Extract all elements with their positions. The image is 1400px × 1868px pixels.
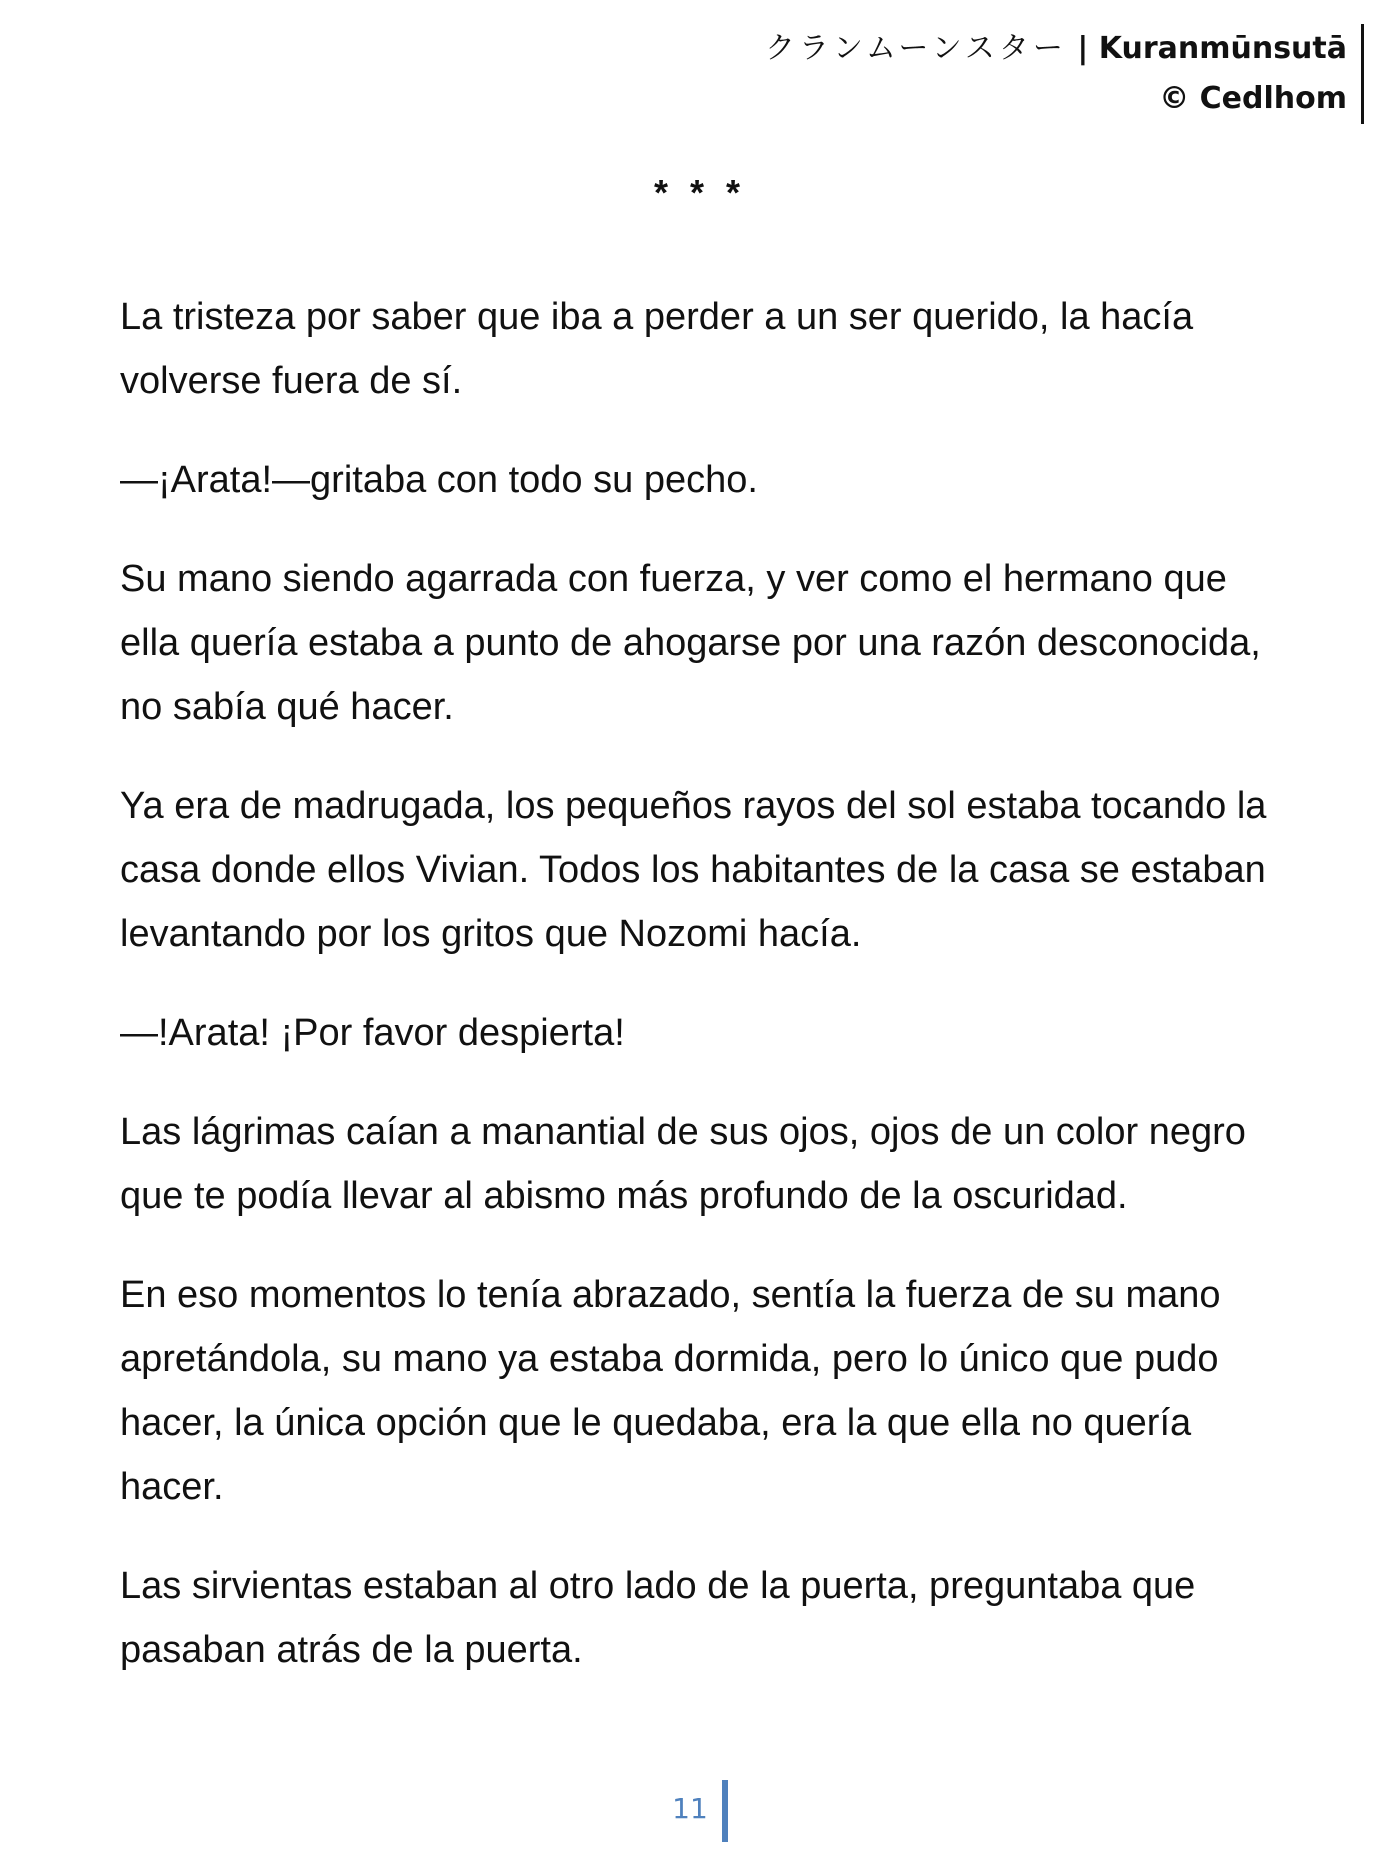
- header-vertical-rule: [1361, 24, 1364, 124]
- page-footer: [0, 1780, 1400, 1842]
- romaji-title: Kuranmūnsutā: [1098, 31, 1347, 66]
- page-number: 11: [672, 1792, 708, 1825]
- page-header: [765, 24, 1364, 124]
- paragraph: —!Arata! ¡Por favor despierta!: [120, 1012, 625, 1054]
- japanese-title: クランムーンスター: [765, 31, 1067, 66]
- scene-divider: * * *: [653, 172, 747, 213]
- paragraph: Su mano siendo agarrada con fuerza, y ver como el hermano que ella quería estaba a punto de ahogarse por una razón desconocida, no sabía qué hacer.: [120, 558, 1261, 728]
- paragraph: Las sirvientas estaban al otro lado de la puerta, preguntaba que pasaban atrás de la puerta.: [120, 1565, 1196, 1671]
- paragraph: Ya era de madrugada, los pequeños rayos del sol estaba tocando la casa donde ellos Vivian. Todos los habitantes de la casa se estaban levantando por los gritos que Nozomi hacía.: [120, 785, 1267, 955]
- paragraph: Las lágrimas caían a manantial de sus ojos, ojos de un color negro que te podía llevar al abismo más profundo de la oscuridad.: [120, 1111, 1246, 1217]
- header-text-block: [765, 24, 1361, 124]
- header-title-line: [765, 24, 1347, 74]
- title-separator: |: [1077, 31, 1089, 66]
- copyright-line: © Cedlhom: [1159, 81, 1347, 116]
- paragraph: En eso momentos lo tenía abrazado, sentía la fuerza de su mano apretándola, su mano ya estaba dormida, pero lo único que pudo hacer, la única opción que le quedaba, era la que ella no quería hacer.: [120, 1274, 1221, 1508]
- body-text: [120, 285, 1280, 1717]
- paragraph: La tristeza por saber que iba a perder a un ser querido, la hacía volverse fuera de sí.: [120, 296, 1194, 402]
- footer-vertical-rule: [722, 1780, 728, 1842]
- paragraph: —¡Arata!—gritaba con todo su pecho.: [120, 459, 758, 501]
